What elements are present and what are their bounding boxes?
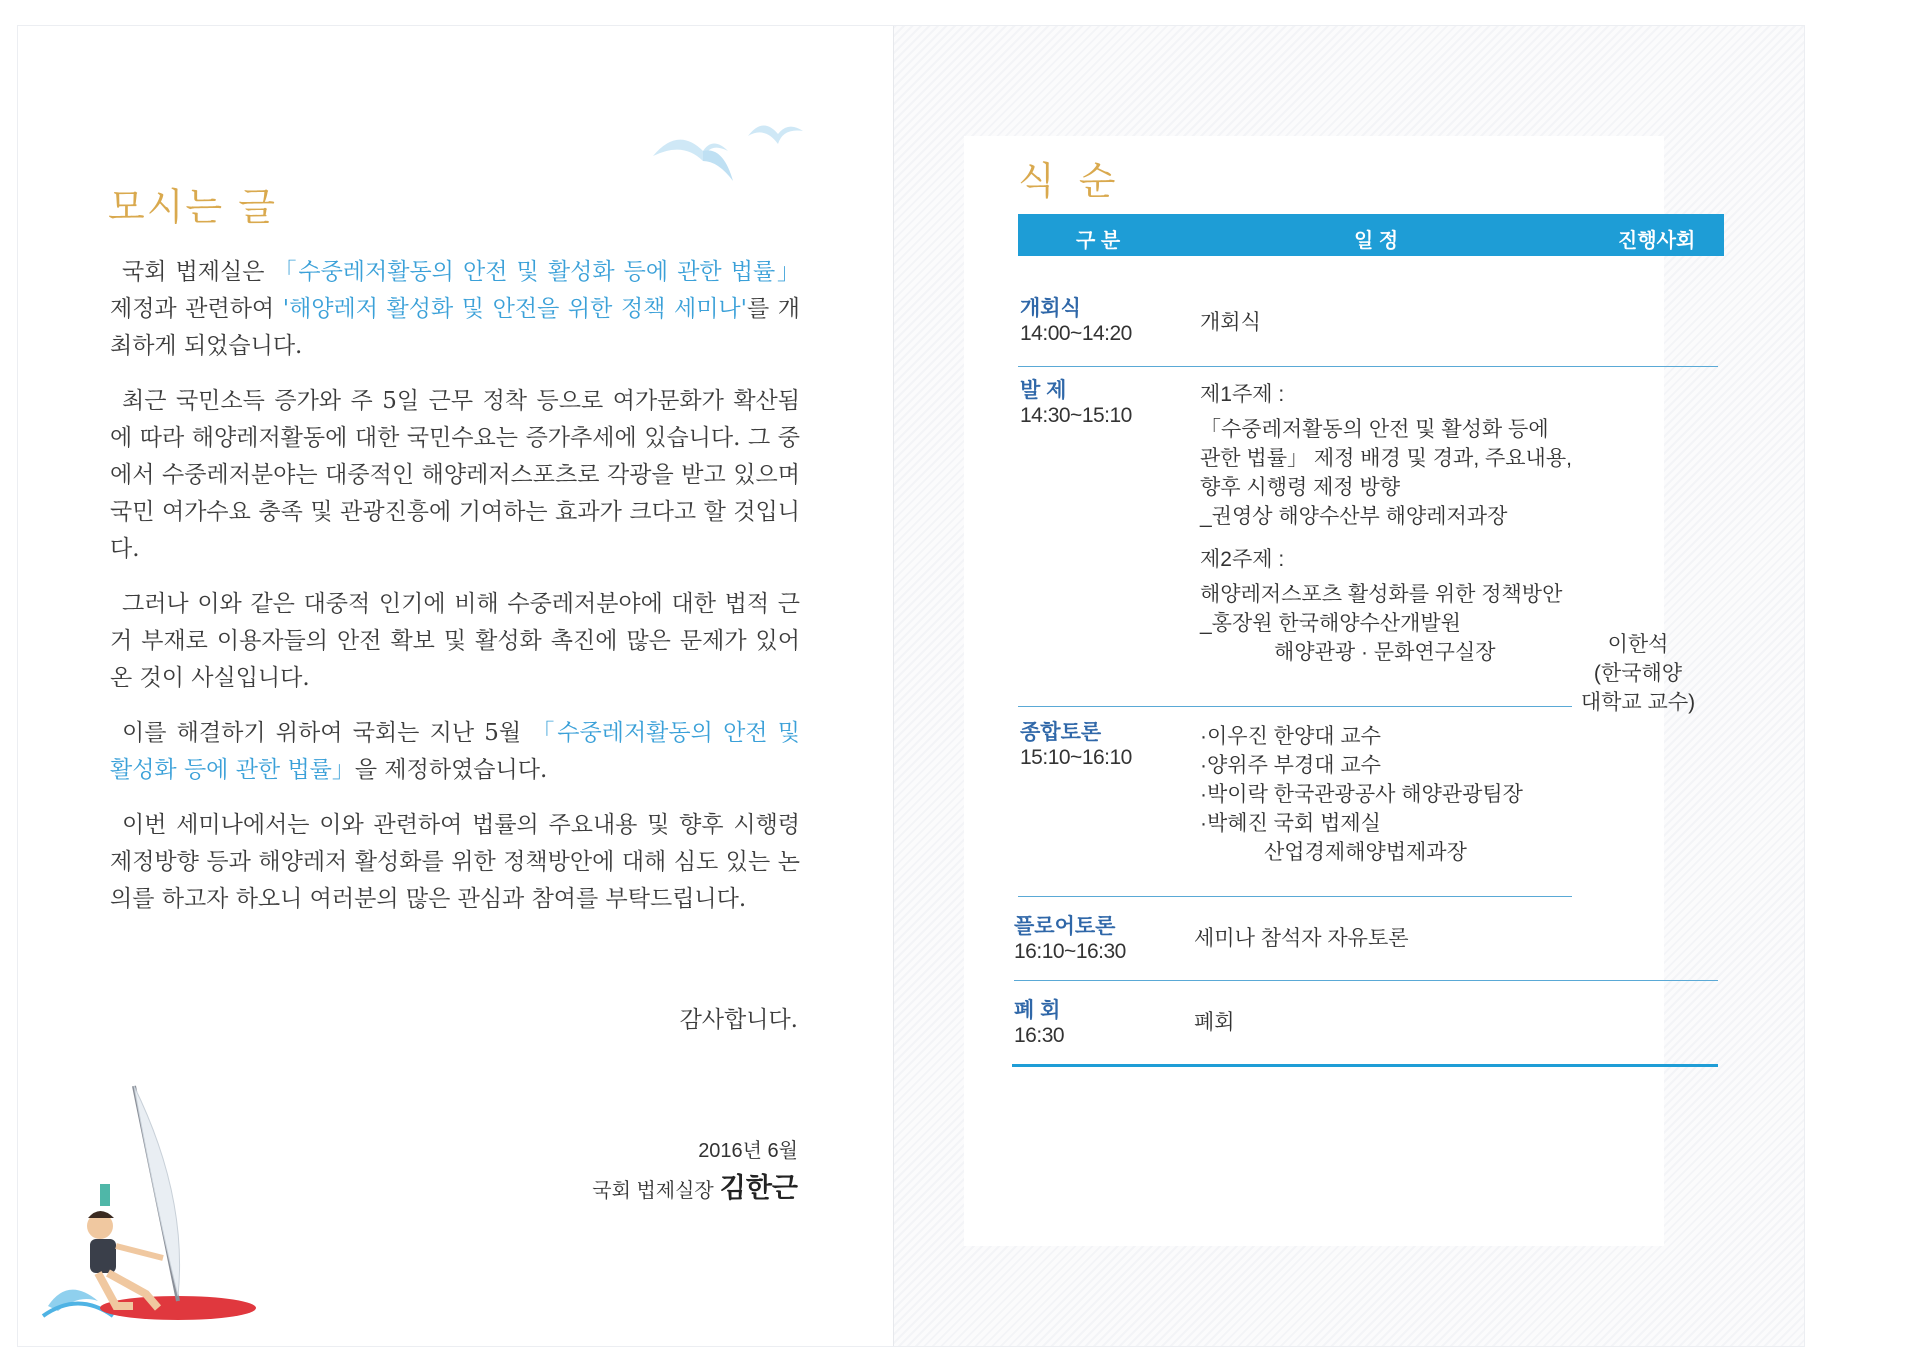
closing-label: 폐 회 xyxy=(1014,999,1061,1022)
opening-content: 개회식 xyxy=(1200,311,1261,334)
topic2-head: 제2주제 : xyxy=(1200,548,1285,571)
panelist: ·박혜진 국회 법제실 xyxy=(1200,812,1381,835)
letter-paragraph xyxy=(110,586,800,697)
divider xyxy=(1014,980,1718,981)
highlighted-text: 「수중레저활동의 안전 및 활성화 등에 관한 법률」 xyxy=(110,720,800,783)
moderator-name: 이한석 xyxy=(1607,633,1669,656)
seagulls-illustration xyxy=(643,106,813,196)
left-page xyxy=(18,26,894,1346)
invitation-letter xyxy=(110,254,800,936)
divider xyxy=(1018,366,1718,367)
topic1-line: 관한 법률」 제정 배경 및 경과, 주요내용, xyxy=(1200,447,1572,470)
moderator-affiliation: (한국해양 xyxy=(1593,662,1683,685)
topic1-line: 「수중레저활동의 안전 및 활성화 등에 xyxy=(1200,418,1549,441)
presentation-content xyxy=(1200,380,1580,667)
opening-time: 14:00~14:20 xyxy=(1020,322,1132,345)
letter-text: 를 개최하게 되었습니다. xyxy=(110,296,801,359)
topic2-presenter-cont: 해양관광 · 문화연구실장 xyxy=(1274,641,1496,664)
program-title: 식 순 xyxy=(1018,159,1122,203)
letter-text: 을 제정하였습니다. xyxy=(354,757,548,783)
moderator-cell xyxy=(1578,630,1698,717)
divider xyxy=(1018,896,1572,897)
windsurfer-illustration xyxy=(38,1076,258,1326)
closing-content: 폐회 xyxy=(1194,1011,1235,1034)
discussion-time: 15:10~16:10 xyxy=(1020,746,1132,769)
floor-content: 세미나 참석자 자유토론 xyxy=(1194,927,1409,950)
letter-text: 이번 세미나에서는 이와 관련하여 법률의 주요내용 및 향후 시행령 제정방향 등과 해양레저 활성화를 위한 정책방안에 대해 심도 있는 논의를 하고자 하오니 여러분의 많은 관심과 참여를 부탁드립니다. xyxy=(110,812,800,912)
signer-name: 김한근 xyxy=(719,1173,798,1203)
program-table-header xyxy=(1018,214,1724,256)
floor-label: 플로어토론 xyxy=(1014,915,1116,938)
closing-thanks: 감사합니다. xyxy=(679,1007,798,1033)
topic2-line: 해양레저스포츠 활성화를 위한 정책방안 xyxy=(1200,583,1563,606)
highlighted-text: 「수중레저활동의 안전 및 활성화 등에 관한 법률」 xyxy=(273,259,800,285)
moderator-affiliation: 대학교 교수) xyxy=(1580,691,1696,714)
letter-text: 제정과 관련하여 xyxy=(110,296,283,322)
topic1-line: 향후 시행령 제정 방향 xyxy=(1200,476,1401,499)
panelist: ·양위주 부경대 교수 xyxy=(1200,754,1381,777)
panelist-cont: 산업경제해양법제과장 xyxy=(1264,841,1467,864)
discussion-content xyxy=(1200,722,1580,867)
topic1-presenter: _권영상 해양수산부 해양레저과장 xyxy=(1200,505,1508,528)
signer-title: 국회 법제실장 xyxy=(592,1180,714,1202)
letter-paragraph xyxy=(110,254,800,365)
letter-paragraph xyxy=(110,807,800,918)
panelist: ·박이락 한국관광공사 해양관광팀장 xyxy=(1200,783,1523,806)
letter-paragraph xyxy=(110,715,800,789)
invitation-title: 모시는 글 xyxy=(108,185,277,229)
header-schedule: 일 정 xyxy=(1354,230,1399,252)
divider xyxy=(1018,706,1572,707)
topic1-head: 제1주제 : xyxy=(1200,383,1285,406)
closing-time: 16:30 xyxy=(1014,1024,1065,1047)
letter-text: 국회 법제실은 xyxy=(122,259,274,285)
letter-text: 최근 국민소득 증가와 주 5일 근무 정착 등으로 여가문화가 확산됨에 따라 해양레저활동에 대한 국민수요는 증가추세에 있습니다. 그 중에서 수중레저분야는 대중적인 해양레저스포츠로 각광을 받고 있으며 국민 여가수요 충족 및 관광진흥에 기여하는 효과가 크다고 할 것입니다. xyxy=(110,388,800,562)
highlighted-text: '해양레저 활성화 및 안전을 위한 정책 세미나' xyxy=(282,296,747,322)
floor-time: 16:10~16:30 xyxy=(1014,940,1126,963)
opening-label: 개회식 xyxy=(1020,297,1081,320)
topic2-presenter: _홍장원 한국해양수산개발원 xyxy=(1200,612,1461,635)
signature-line xyxy=(438,1166,798,1205)
table-bottom-rule xyxy=(1012,1064,1718,1067)
letter-text: 그러나 이와 같은 대중적 인기에 비해 수중레저분야에 대한 법적 근거 부재로 이용자들의 안전 확보 및 활성화 촉진에 많은 문제가 있어 온 것이 사실입니다. xyxy=(110,591,800,691)
discussion-label: 종합토론 xyxy=(1020,721,1102,744)
panelist: ·이우진 한양대 교수 xyxy=(1200,725,1381,748)
header-section: 구 분 xyxy=(1076,230,1121,252)
presentation-label: 발 제 xyxy=(1020,379,1067,402)
page-fold xyxy=(893,26,894,1346)
letter-paragraph xyxy=(110,383,800,568)
presentation-time: 14:30~15:10 xyxy=(1020,404,1132,427)
signature-date: 2016년 6월 xyxy=(698,1140,798,1162)
header-moderator: 진행사회 xyxy=(1618,230,1696,252)
letter-text: 이를 해결하기 위하여 국회는 지난 5월 xyxy=(122,720,532,746)
